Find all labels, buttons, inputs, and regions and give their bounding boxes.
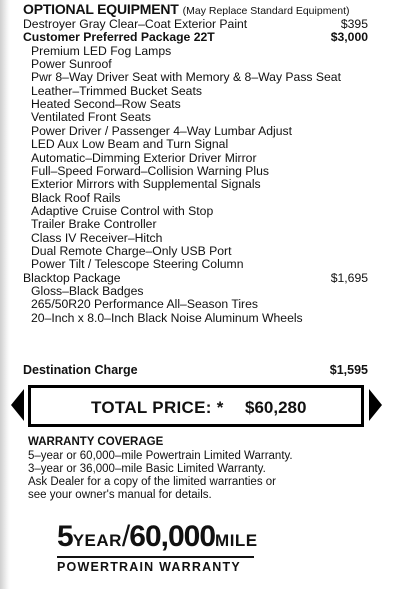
equipment-item-label: Power Sunroof <box>31 57 112 72</box>
equipment-item <box>23 31 368 44</box>
equipment-item-label: Power Driver / Passenger 4–Way Lumbar Adjust <box>31 123 293 138</box>
destination-charge-row <box>23 363 368 377</box>
logo-divider <box>57 556 254 558</box>
logo-years: 5 <box>57 520 73 553</box>
equipment-item-price: $395 <box>340 17 368 31</box>
equipment-item <box>23 18 368 31</box>
equipment-item-label: Ventilated Front Seats <box>31 110 151 125</box>
equipment-item-label: Gloss–Black Badges <box>31 284 144 298</box>
page-edge-shadow <box>0 0 10 589</box>
equipment-item-label: Pwr 8–Way Driver Seat with Memory & 8–Way Pass Seat <box>31 70 341 85</box>
destination-label: Destination Charge <box>23 363 138 377</box>
equipment-item <box>31 298 368 311</box>
right-arrow-marker <box>369 389 382 421</box>
total-price-box <box>28 385 364 427</box>
equipment-item-label: 20–Inch x 8.0–Inch Black Noise Aluminum Wheels <box>31 310 303 325</box>
equipment-item-label: Adaptive Cruise Control with Stop <box>31 203 214 218</box>
equipment-item <box>31 45 368 58</box>
equipment-item-label: Class IV Receiver–Hitch <box>31 230 163 245</box>
equipment-item <box>31 71 368 84</box>
equipment-item-label: Heated Second–Row Seats <box>31 97 181 112</box>
warranty-title: WARRANTY COVERAGE <box>28 436 164 448</box>
warranty-line: 3–year or 36,000–mile Basic Limited Warranty. <box>28 463 266 475</box>
logo-slash: / <box>121 520 130 553</box>
left-arrow-marker <box>11 389 24 421</box>
equipment-item-price: $1,695 <box>330 270 368 285</box>
equipment-item <box>31 312 368 325</box>
section-title: OPTIONAL EQUIPMENT <box>23 1 179 17</box>
warranty-line: see your owner's manual for details. <box>28 489 212 501</box>
equipment-item <box>31 58 368 71</box>
equipment-item <box>31 218 368 231</box>
equipment-item <box>31 205 368 218</box>
equipment-item <box>31 245 368 258</box>
equipment-item <box>31 98 368 111</box>
destination-price: $1,595 <box>329 363 368 377</box>
equipment-item-label: Destroyer Gray Clear–Coat Exterior Paint <box>23 17 248 31</box>
equipment-item <box>31 85 368 98</box>
equipment-item <box>31 138 368 151</box>
equipment-item-label: Leather–Trimmed Bucket Seats <box>31 83 202 98</box>
equipment-item-label: Blacktop Package <box>23 270 121 285</box>
equipment-item-label: Power Tilt / Telescope Steering Column <box>31 257 244 272</box>
logo-tagline: POWERTRAIN WARRANTY <box>57 560 241 574</box>
equipment-item <box>31 125 368 138</box>
equipment-item <box>31 178 368 191</box>
equipment-item-label: 265/50R20 Performance All–Season Tires <box>31 297 258 312</box>
equipment-item-label: Black Roof Rails <box>31 190 121 205</box>
powertrain-warranty-logo <box>57 520 257 578</box>
equipment-item-label: Automatic–Dimming Exterior Driver Mirror <box>31 150 257 165</box>
equipment-item <box>31 111 368 124</box>
logo-year-word: YEAR <box>72 531 122 550</box>
equipment-item <box>23 272 368 285</box>
logo-miles: 60,000 <box>129 520 216 553</box>
equipment-item-label: Exterior Mirrors with Supplemental Signals <box>31 177 261 192</box>
equipment-item-label: LED Aux Low Beam and Turn Signal <box>31 137 229 152</box>
equipment-item-label: Premium LED Fog Lamps <box>31 43 172 58</box>
equipment-item <box>31 192 368 205</box>
equipment-item <box>31 258 368 271</box>
equipment-item-label: Dual Remote Charge–Only USB Port <box>31 243 232 258</box>
warranty-logo-mark <box>57 520 258 554</box>
equipment-item <box>31 165 368 178</box>
total-price-label: TOTAL PRICE: * <box>91 398 224 417</box>
warranty-line: Ask Dealer for a copy of the limited warranties or <box>28 476 276 488</box>
equipment-item <box>31 152 368 165</box>
logo-mile-word: MILE <box>215 531 258 550</box>
warranty-line: 5–year or 60,000–mile Powertrain Limited Warranty. <box>28 450 293 462</box>
equipment-item <box>31 232 368 245</box>
equipment-item-label: Full–Speed Forward–Collision Warning Plus <box>31 163 269 178</box>
section-subtitle: (May Replace Standard Equipment) <box>182 5 350 17</box>
equipment-item-label: Customer Preferred Package 22T <box>23 30 215 45</box>
equipment-item-price: $3,000 <box>330 30 368 45</box>
total-price-value: $60,280 <box>245 398 307 417</box>
equipment-item <box>31 285 368 298</box>
equipment-item-label: Trailer Brake Controller <box>31 217 157 232</box>
optional-equipment-header <box>23 1 350 17</box>
